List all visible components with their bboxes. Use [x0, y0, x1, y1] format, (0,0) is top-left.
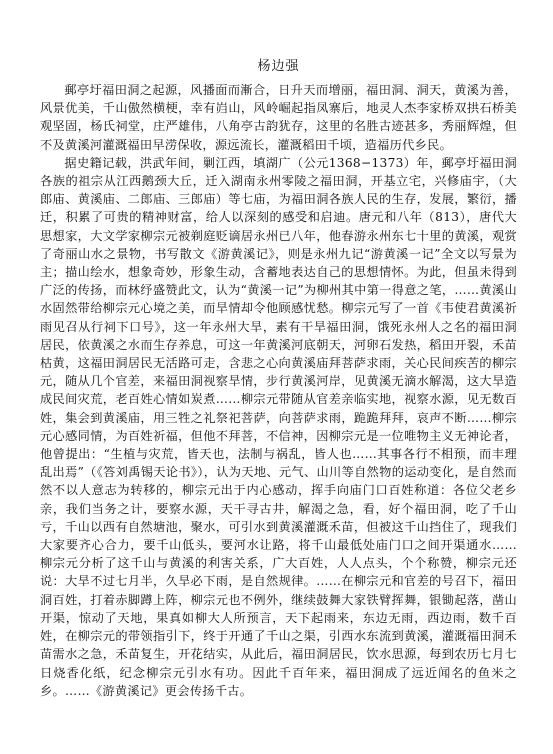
author-name: 杨边强	[257, 59, 300, 74]
paragraph-intro: 郵亭圩福田洞之起源，风播面而漸合，日升天而增丽，福田洞、洞天，黄溪为善，风景优美，千山傲然横梗，幸有岿山，风岭崛起指凤寨后，地灵人杰李家桥双拱石桥美观坚固，杨氏祠堂，庄严雄伟，八角亭古韵犹存，这里的名胜古迹甚多，秀丽辉煌，但不及黄溪河灌溉福田早涝保收，源远流长，灌溉稻田千顷，造福历代乡民。	[40, 83, 517, 152]
paragraph-history: 据史籍记载，洪武年间，剿江西，填湖广（公元1368−1373）年，郵亭圩福田洞各族的祖宗从江西鹅颈大丘，迁入湖南永州零陵之福田洞，开基立宅，兴修庙宇，（大郎庙、黄溪庙、二郎庙、三郎庙）等七庙，为福田洞各族人民的生存，发展，繁衍，播迁，积累了可贵的精神财富，给人以深刻的感受和启迪。唐元和八年（813），唐代大思想家，大文学家柳宗元被剃庭贬谪居永州已八年，他春游永州东七十里的黄溪，观赏了奇丽山水之景物，书写散文《游黄溪记》，则是永州九记“游黄溪一记”全文以写景为主；描山绘水，想象奇妙，形象生动，含蓄地表达自己的思想情怀。为此，但虽未得到广泛的传扬，而林纾盛赞此文，认为“黄溪一记”为柳州其中第一得意之笔，……黄溪山水固然带给柳宗元心境之美，而旱情却令他顾感忧愁。柳宗元写了一首《韦使君黄溪祈雨见召从行祠下口号》，这一年永州大旱，素有干旱福田洞，饿死永州人之名的福田洞居民，依黄溪之水而生存养息，可这一年黄溪河底朝天，河卵石发热，稻田开裂，禾苗枯黄，这福田洞居民无活路可走，含悲之心向黄溪庙拜菩萨求雨，关心民间疾苦的柳宗元，随从几个官差，来福田洞视察旱情，步行黄溪河岸，见黄溪无滴水解渴，这大旱造成民间灾荒，老百姓心情如炭煮……柳宗元带随从官差亲临实地，视察水源，见无数百姓，集会到黄溪庙，用三牲之礼祭祀菩萨，向菩萨求雨，跪跪拜拜，哀声不断……柳宗元心感同情，为百姓祈福，但他不拜菩，不信神，因柳宗元是一位唯物主义无神论者，他曾提出：“生植与灾荒，皆天也，法制与祸乱，皆人也……其事各行不相预，而丰理乱出焉”（《答刘禹锡天论书》），认为天地、元气、山川等自然物的运动变化，是自然而然不以人意志为转移的，柳宗元出于内心感动，挥手向庙门口百姓称道：各位父老乡亲，我们当务之计，要察水源，天干寻古井，解渴之急，看，好个福田洞，吃了千山亏，千山以西有自然塘池，聚水，可引水到黄溪灌溉禾苗，但被这千山挡住了，现我们大家要齐心合力，要千山低头，要河水让路，将千山最低处庙门口之间开渠通水…… 柳宗元分析了这千山与黄溪的利害关系，广大百姓，人人点头，个个称赞，柳宗元还说：大旱不过七月半，久旱必下雨，是自然规律。……在柳宗元和官差的号召下，福田洞百姓，打着赤脚蹲上阵，柳宗元也不例外，继续鼓舞大家铁臂挥舞，银锄起落，凿山开渠，惊动了天地，果真如柳大人所预言，天下起雨来，东边无雨，西边雨，数千百姓，在柳宗元的带领指引下，终于开通了千山之渠，引西水东流到黄溪，灌溉福田洞禾苗需水之急，禾苗复生，开花结实，从此后，福田洞居民，饮水思源，每到农历七月七日烧香化纸，纪念柳宗元引水有功。因此千百年来，福田洞成了远近闻名的鱼米之乡。……《游黄溪记》更会传扬千古。	[40, 155, 517, 698]
